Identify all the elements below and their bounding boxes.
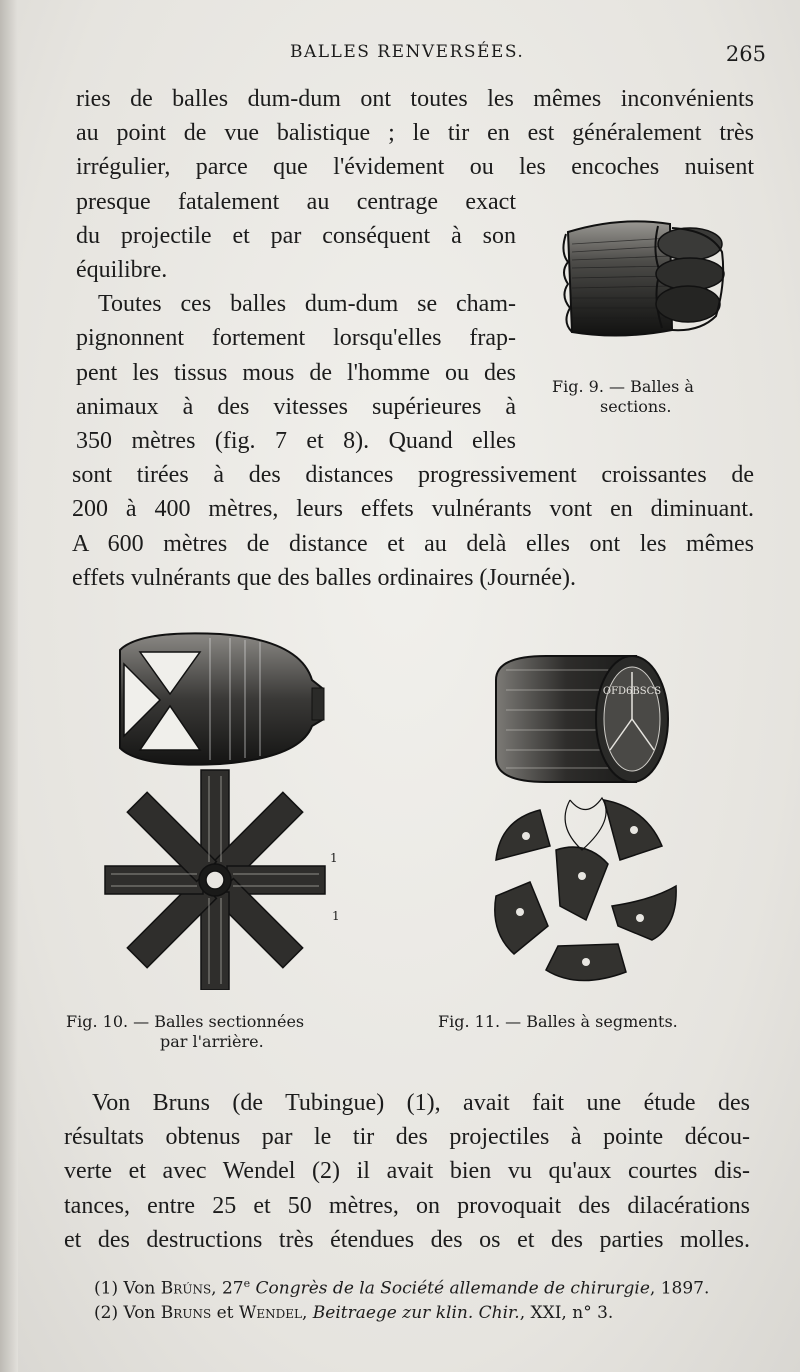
- figure-10-mark-2: 1: [332, 909, 340, 923]
- text-line: verte et avec Wendel (2) il avait bien vu qu'aux courtes dis-: [64, 1158, 750, 1185]
- footnote-superscript: e: [243, 1277, 251, 1290]
- text-line: 200 à 400 mètres, leurs effets vulnérants vont en diminuant.: [72, 496, 754, 523]
- figure-11-caption: [438, 1012, 758, 1032]
- sectioned-bullet-drawing: [560, 212, 730, 342]
- text-line: presque fatalement au centrage exact: [76, 188, 516, 215]
- caption-line: Fig. 11. — Balles à segments.: [438, 1012, 678, 1031]
- paragraph-2-full: [72, 458, 754, 595]
- figure-11-illustration: [486, 650, 686, 990]
- text-line: ries de balles dum-dum ont toutes les mêmes inconvénients: [76, 86, 754, 112]
- text-line: pignonnent fortement lorsqu'elles frap-: [76, 325, 516, 352]
- footnote-author: Wendel: [238, 1302, 302, 1323]
- footnote-title: Beitraege zur klin. Chir.: [312, 1302, 520, 1323]
- text-line: 350 mètres (fig. 7 et 8). Quand elles: [76, 427, 516, 454]
- text-line: irrégulier, parce que l'évidement ou les encoches nuisent: [76, 154, 754, 181]
- text-line: effets vulnérants que des balles ordinaires (Journée).: [72, 564, 577, 591]
- footnote-number: (1) Von: [94, 1278, 161, 1299]
- paragraph-1-narrow: [76, 185, 516, 288]
- text-line: Von Bruns (de Tubingue) (1), avait fait une étude des: [92, 1090, 750, 1116]
- text-line: pent les tissus mous de l'homme ou des: [76, 359, 516, 386]
- footnote-title: Congrès de la Société allemande de chirurgie: [250, 1278, 650, 1299]
- footnote-number: (2) Von: [94, 1302, 161, 1323]
- footnote-text: , 27: [211, 1278, 244, 1299]
- caption-line: Fig. 9. — Balles à: [552, 377, 694, 396]
- figure-10-caption: [66, 1012, 406, 1052]
- footnote-2: [94, 1301, 709, 1325]
- figure-10-illustration: [100, 630, 340, 990]
- text-line: animaux à des vitesses supérieures à: [76, 393, 516, 420]
- footnote-text: , XXI, n° 3.: [519, 1302, 614, 1323]
- paragraph-3: [64, 1086, 750, 1257]
- text-line: tances, entre 25 et 50 mètres, on provoquait des dilacérations: [64, 1192, 750, 1219]
- page-number: 265: [725, 42, 766, 66]
- caption-line: sections.: [600, 397, 672, 416]
- text-line: A 600 mètres de distance et au delà elles ont les mêmes: [72, 530, 754, 557]
- text-line: Toutes ces balles dum-dum se cham-: [98, 291, 516, 318]
- engraved-letters: OFD6BSCS: [602, 686, 662, 697]
- text-line: résultats obtenus par le tir des projectiles à pointe décou-: [64, 1124, 750, 1151]
- figure-9-illustration: [560, 212, 730, 342]
- page-gutter-shadow: [0, 0, 18, 1372]
- footnote-author: Bruns: [160, 1302, 212, 1323]
- text-line: sont tirées à des distances progressivement croissantes de: [72, 462, 754, 489]
- paragraph-2-narrow: [76, 287, 516, 458]
- figure-10-mark-1: 1: [330, 851, 338, 865]
- page-header: [0, 42, 800, 72]
- footnote-1: [94, 1272, 709, 1301]
- footnote-text: et: [211, 1302, 239, 1323]
- text-line: du projectile et par conséquent à son: [76, 222, 516, 249]
- footnote-text: , 1897.: [649, 1278, 710, 1299]
- text-line: équilibre.: [76, 256, 168, 283]
- caption-line: par l'arrière.: [160, 1032, 264, 1051]
- footnote-text: ,: [301, 1302, 313, 1323]
- figure-9-caption: [552, 377, 752, 417]
- footnote-author: Brúns: [160, 1278, 212, 1299]
- text-line: au point de vue balistique ; le tir en est généralement très: [76, 120, 754, 147]
- sectioned-rear-bullet-drawing: [100, 630, 340, 990]
- segmented-bullet-drawing: [486, 650, 686, 990]
- caption-line: Fig. 10. — Balles sectionnées: [66, 1012, 305, 1031]
- running-head: BALLES RENVERSÉES.: [290, 42, 525, 62]
- paragraph-1-full: [76, 82, 754, 185]
- text-line: et des destructions très étendues des os et des parties molles.: [64, 1226, 750, 1253]
- footnotes: [94, 1272, 709, 1325]
